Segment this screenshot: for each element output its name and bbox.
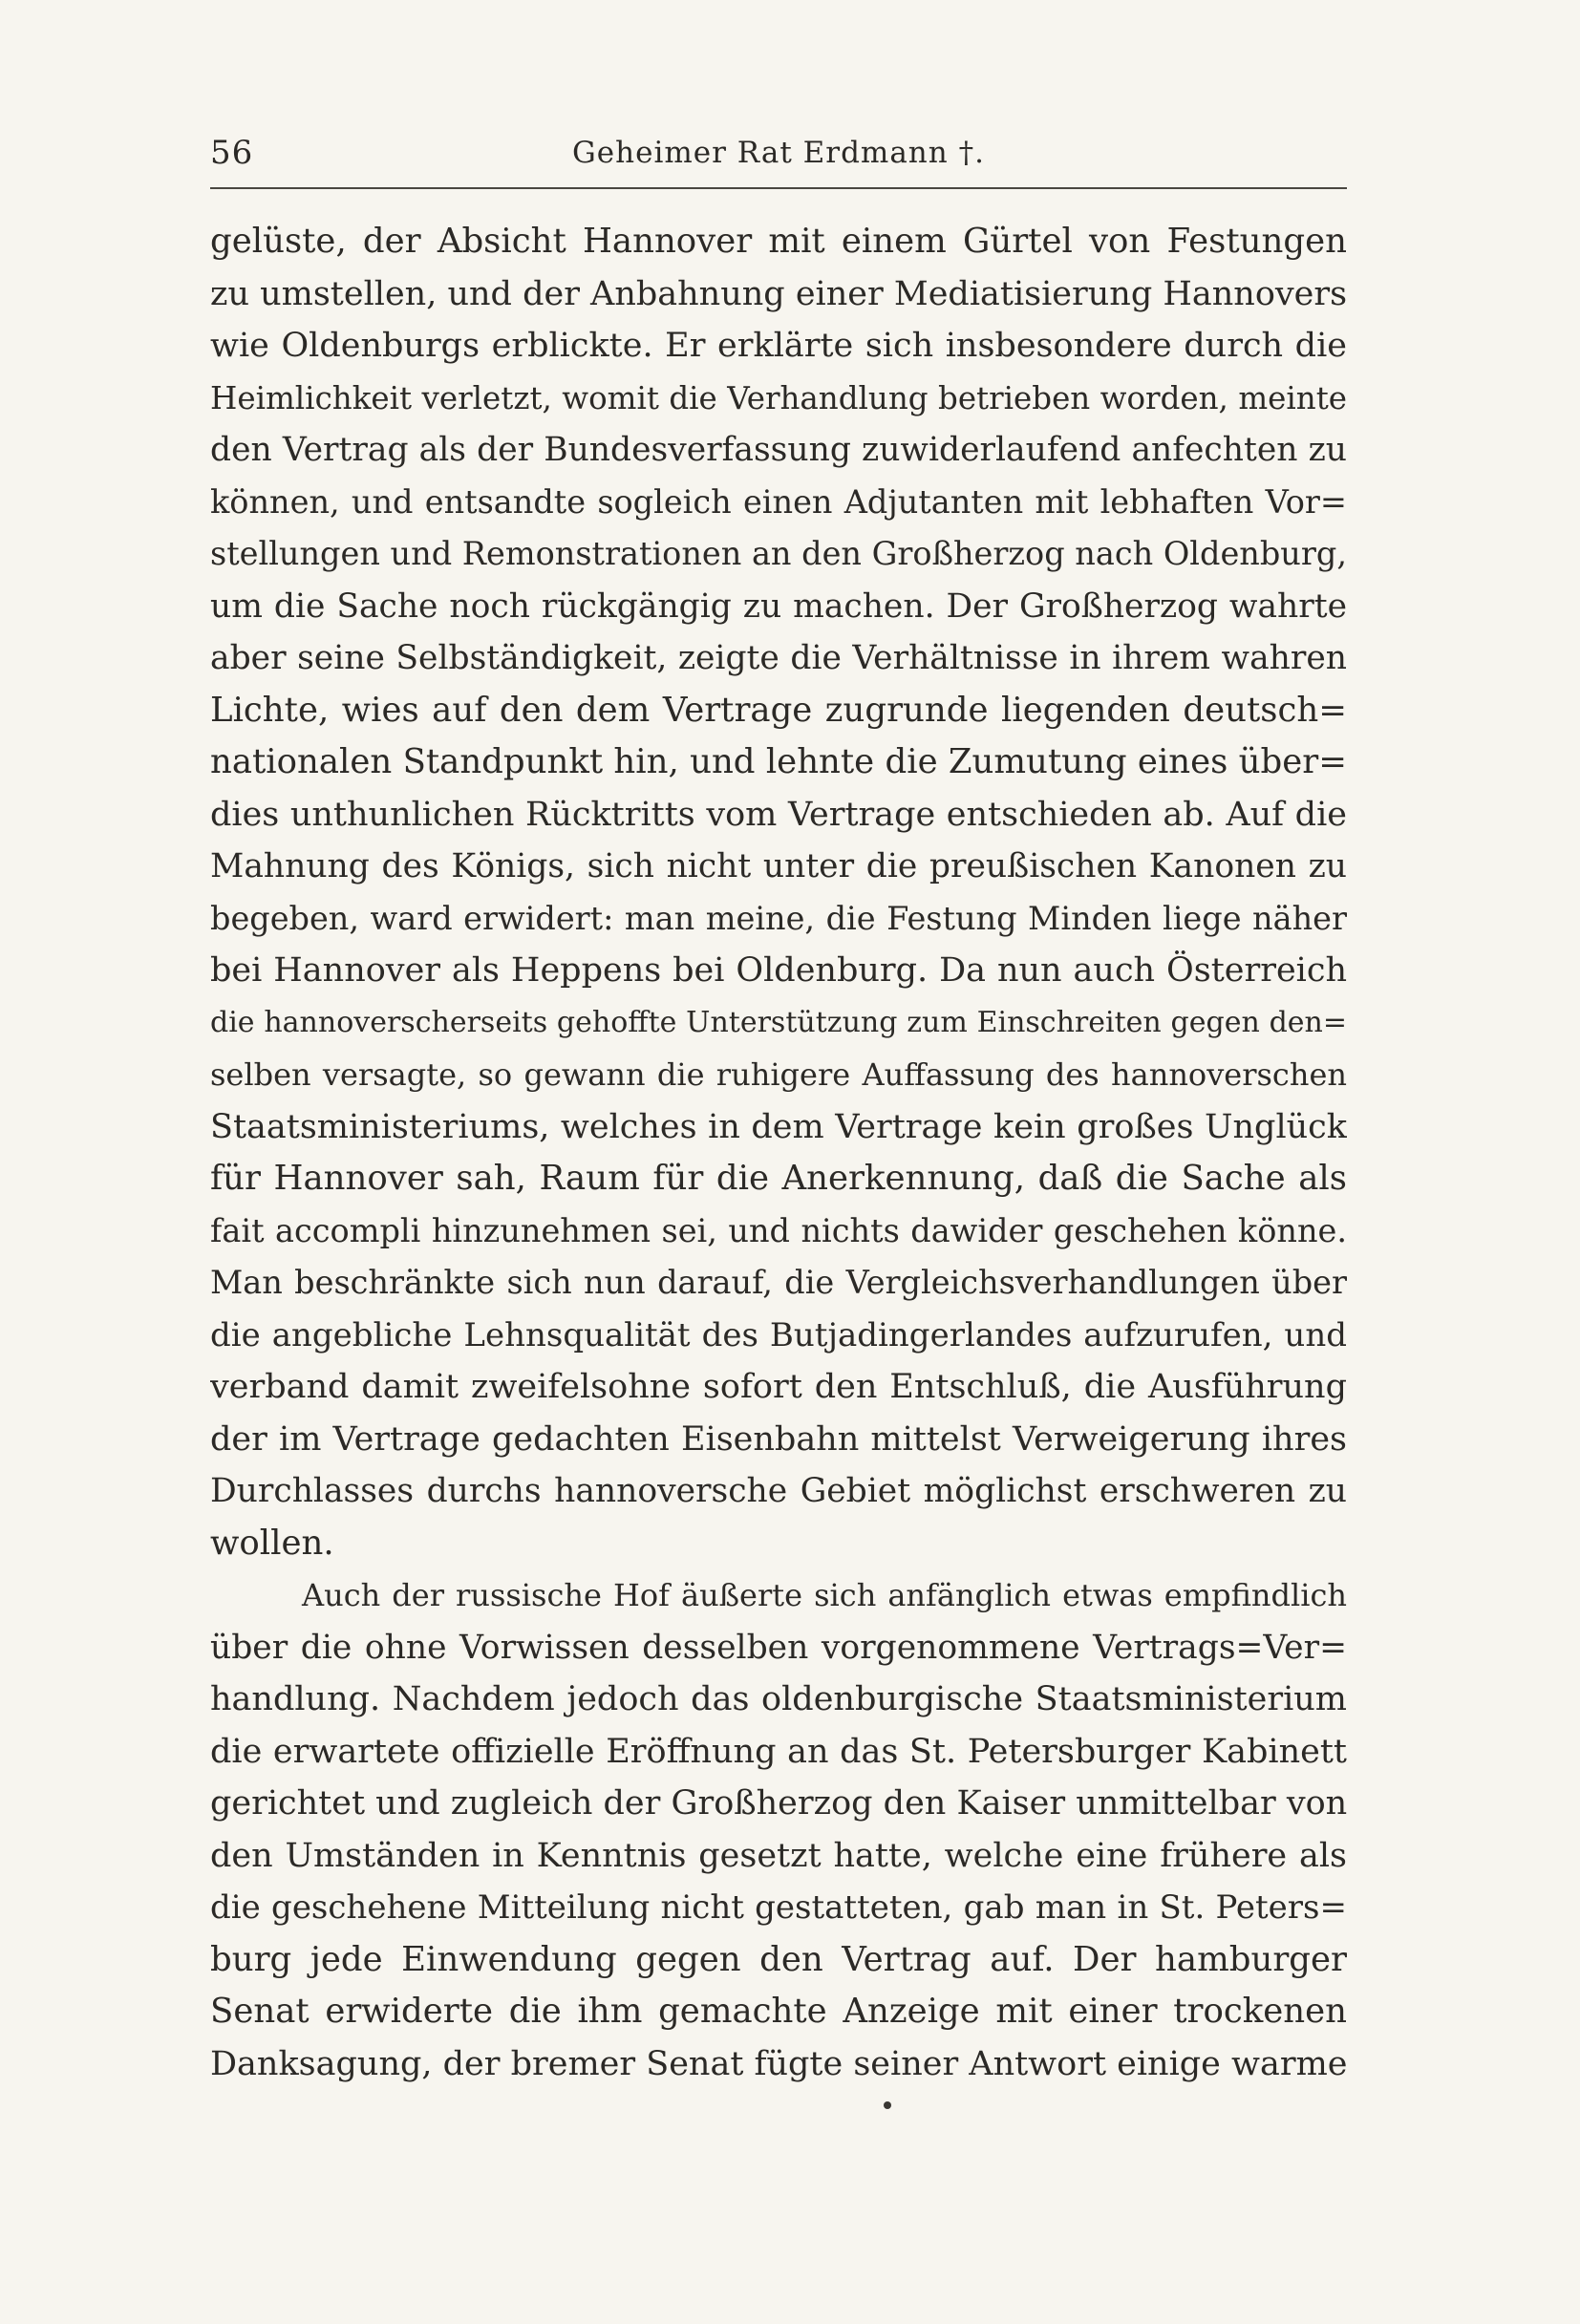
paragraph-2 xyxy=(210,1569,1347,2090)
text-line: Senat erwiderte die ihm gemachte Anzeige mit einer trockenen xyxy=(210,1992,1347,2031)
text-line: selben versagte, so gewann die ruhigere Auffassung des hannoverschen xyxy=(210,1056,1347,1093)
text-line: bei Hannover als Heppens bei Oldenburg. Da nun auch Österreich xyxy=(210,951,1347,990)
text-line: burg jede Einwendung gegen den Vertrag auf. Der hamburger xyxy=(210,1939,1347,1979)
text-line: nationalen Standpunkt hin, und lehnte die Zumutung eines über= xyxy=(210,742,1347,781)
running-head: Geheimer Rat Erdmann †. xyxy=(572,136,985,170)
text-line: gelüste, der Absicht Hannover mit einem Gürtel von Festungen xyxy=(210,222,1347,261)
text-line: wollen. xyxy=(210,1523,334,1563)
text-line: zu umstellen, und der Anbahnung einer Mediatisierung Hannovers xyxy=(210,274,1347,313)
paragraph-1 xyxy=(210,216,1347,1569)
page-number: 56 xyxy=(210,134,254,172)
text-line: für Hannover sah, Raum für die Anerkennung, daß die Sache als xyxy=(210,1159,1347,1198)
text-line: Auch der russische Hof äußerte sich anfänglich etwas empfindlich xyxy=(302,1577,1347,1613)
signature-mark xyxy=(884,2101,891,2109)
text-line: Danksagung, der bremer Senat fügte seiner Antwort einige warme xyxy=(210,2044,1347,2083)
text-line: stellungen und Remonstrationen an den Großherzog nach Oldenburg, xyxy=(210,535,1347,572)
text-line: Lichte, wies auf den dem Vertrage zugrunde liegenden deutsch= xyxy=(210,690,1347,730)
text-line: Mahnung des Königs, sich nicht unter die preußischen Kanonen zu xyxy=(210,847,1347,885)
text-line: gerichtet und zugleich der Großherzog den Kaiser unmittelbar von xyxy=(210,1784,1347,1823)
text-line: die geschehene Mitteilung nicht gestatteten, gab man in St. Peters= xyxy=(210,1888,1347,1927)
text-line: begeben, ward erwidert: man meine, die Festung Minden liege näher xyxy=(210,899,1347,937)
text-line: die erwartete offizielle Eröffnung an das St. Petersburger Kabinett xyxy=(210,1732,1347,1771)
body-text xyxy=(210,216,1347,2090)
text-line: Heimlichkeit verletzt, womit die Verhandlung betrieben worden, meinte xyxy=(210,379,1347,416)
text-line: den Umständen in Kenntnis gesetzt hatte, welche eine frühere als xyxy=(210,1836,1347,1875)
text-line: Staatsministeriums, welches in dem Vertrage kein großes Unglück xyxy=(210,1107,1347,1146)
text-line: handlung. Nachdem jedoch das oldenburgische Staatsministerium xyxy=(210,1680,1347,1718)
text-line: aber seine Selbständigkeit, zeigte die Verhältnisse in ihrem wahren xyxy=(210,639,1347,677)
text-line: die hannoverscherseits gehoffte Unterstützung zum Einschreiten gegen den= xyxy=(210,1005,1347,1039)
text-line: können, und entsandte sogleich einen Adjutanten mit lebhaften Vor= xyxy=(210,482,1347,521)
header-rule xyxy=(210,187,1347,189)
text-line: wie Oldenburgs erblickte. Er erklärte sich insbesondere durch die xyxy=(210,327,1347,365)
text-line: Durchlasses durchs hannoversche Gebiet möglichst erschweren zu xyxy=(210,1472,1347,1510)
text-line: der im Vertrage gedachten Eisenbahn mittelst Verweigerung ihres xyxy=(210,1419,1347,1459)
page-header xyxy=(210,134,1347,181)
text-line: den Vertrag als der Bundesverfassung zuwiderlaufend anfechten zu xyxy=(210,431,1347,469)
text-line: über die ohne Vorwissen desselben vorgenommene Vertrags=Ver= xyxy=(210,1628,1347,1667)
text-line: die angebliche Lehnsqualität des Butjadingerlandes aufzurufen, und xyxy=(210,1315,1347,1354)
text-line: um die Sache noch rückgängig zu machen. Der Großherzog wahrte xyxy=(210,586,1347,626)
text-line: verband damit zweifelsohne sofort den Entschluß, die Ausführung xyxy=(210,1368,1347,1406)
text-line: dies unthunlichen Rücktritts vom Vertrage entschieden ab. Auf die xyxy=(210,795,1347,834)
text-line: Man beschränkte sich nun darauf, die Vergleichsverhandlungen über xyxy=(210,1264,1347,1301)
text-line: fait accompli hinzunehmen sei, und nichts dawider geschehen könne. xyxy=(210,1211,1347,1249)
